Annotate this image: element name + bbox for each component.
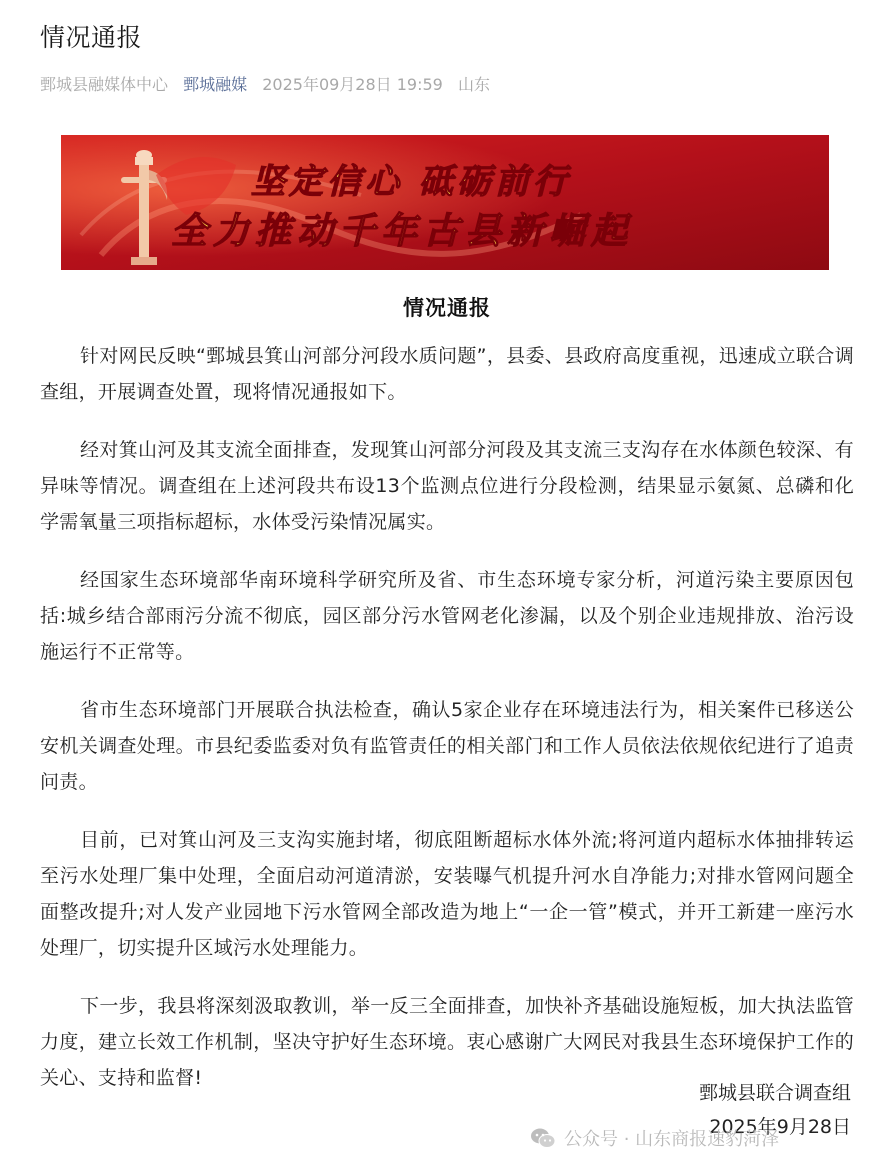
- notice-paragraph-2: 经对箕山河及其支流全面排查，发现箕山河部分河段及其支流三支沟存在水体颜色较深、有异味等情况。调查组在上述河段共布设13个监测点位进行分段检测，结果显示氨氮、总磷和化学需氧量三项指标超标，水体受污染情况属实。: [40, 439, 854, 533]
- meta-source: 鄄城县融媒体中心: [40, 75, 169, 94]
- banner-line-2: 全力推动千年古县新崛起: [171, 211, 634, 252]
- notice-headline: 情况通报: [403, 296, 491, 320]
- meta-location: 山东: [457, 75, 490, 94]
- meta-account-link[interactable]: 鄄城融媒: [183, 75, 248, 94]
- banner-image: [61, 135, 829, 270]
- signature-org: 鄄城县联合调查组: [698, 1082, 851, 1104]
- wechat-icon: [530, 1127, 556, 1149]
- banner-line-1: 坚定信心 砥砺前行: [251, 162, 571, 202]
- meta-datetime: 2025年09月28日 19:59: [262, 75, 443, 94]
- account-watermark: [530, 1125, 779, 1151]
- notice-paragraph-1: 针对网民反映“鄄城县箕山河部分河段水质问题”，县委、县政府高度重视，迅速成立联合调查组，开展调查处置，现将情况通报如下。: [40, 345, 854, 403]
- banner-graphic: [61, 135, 829, 270]
- signature-date: 2025年9月28日: [709, 1116, 851, 1138]
- notice-paragraph-5: 目前，已对箕山河及三支沟实施封堵，彻底阻断超标水体外流;将河道内超标水体抽排转运至污水处理厂集中处理，全面启动河道清淤，安装曝气机提升河水自净能力;对排水管网问题全面整改提升;对人发产业园地下污水管网全部改造为地上“一企一管”模式，并开工新建一座污水处理厂，切实提升区域污水处理能力。: [40, 829, 854, 959]
- notice-paragraph-3: 经国家生态环境部华南环境科学研究所及省、市生态环境专家分析，河道污染主要原因包括:城乡结合部雨污分流不彻底，园区部分污水管网老化渗漏，以及个别企业违规排放、治污设施运行不正常等。: [40, 569, 854, 663]
- notice-body: [40, 338, 854, 1118]
- notice-paragraph-4: 省市生态环境部门开展联合执法检查，确认5家企业存在环境违法行为，相关案件已移送公安机关调查处理。市县纪委监委对负有监管责任的相关部门和工作人员依法依规依纪进行了追责问责。: [40, 699, 854, 793]
- notice-paragraph-6: 下一步，我县将深刻汲取教训，举一反三全面排查，加快补齐基础设施短板，加大执法监管力度，建立长效工作机制，坚决守护好生态环境。衷心感谢广大网民对我县生态环境保护工作的关心、支持和监督!: [40, 995, 854, 1089]
- article-meta: [40, 72, 500, 95]
- article-title: 情况通报: [40, 23, 143, 52]
- watermark-text: 公众号 · 山东商报速豹菏泽: [564, 1129, 780, 1150]
